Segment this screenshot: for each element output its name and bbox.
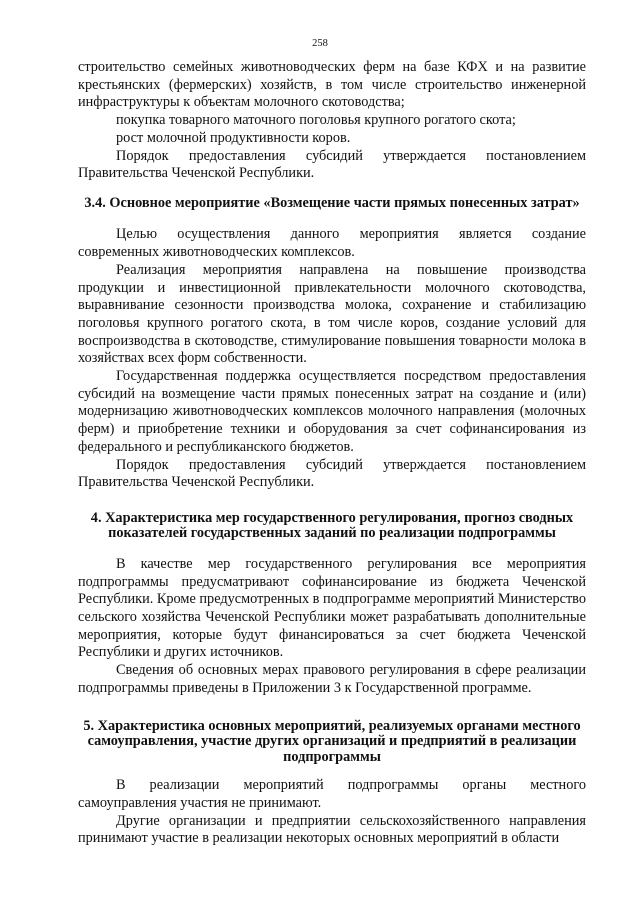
paragraph: Государственная поддержка осуществляется посредством предоставления субсидий на возмещение части прямых понесенных затрат на создание и (или) модернизацию животноводческих комплексов молочного направления (молочных ферм) и приобретение техники и оборудования за счет софинансирования из федерального и республиканского бюджетов. (78, 368, 586, 455)
paragraph: Порядок предоставления субсидий утверждается постановлением Правительства Чеченской Республики. (78, 147, 586, 182)
paragraph: В качестве мер государственного регулирования все мероприятия подпрограммы предусматривают софинансирование из бюджета Чеченской Республики. Кроме предусмотренных в подпрограмме мероприятий Министерство сельского хозяйства Чеченской Республики может разрабатывать дополнительные мероприятия, которые будут финансироваться за счет бюджета Чеченской Республики и других источников. (78, 555, 586, 661)
page-number: 258 (312, 38, 328, 49)
paragraph: Сведения об основных мерах правового регулирования в сфере реализации подпрограммы приведены в Приложении 3 к Государственной программе. (78, 662, 586, 696)
paragraph: Порядок предоставления субсидий утверждается постановлением Правительства Чеченской Республики. (78, 456, 586, 491)
section-heading: 5. Характеристика основных мероприятий, реализуемых органами местного самоуправления, участие других организаций и предприятий в реализации подпрограммы (83, 717, 581, 765)
paragraph: Целью осуществления данного мероприятия является создание современных животноводческих комплексов. (78, 226, 586, 261)
paragraph: строительство семейных животноводческих ферм на базе КФХ и на развитие крестьянских (фермерских) хозяйств, в том числе строительство инженерной инфраструктуры к объектам молочного скотоводства; (78, 59, 586, 111)
document-body (78, 59, 586, 848)
paragraph: В реализации мероприятий подпрограммы органы местного самоуправления участия не принимают. (78, 777, 586, 811)
paragraph: рост молочной продуктивности коров. (116, 129, 351, 146)
section-heading: 3.4. Основное мероприятие «Возмещение части прямых понесенных затрат» (84, 194, 580, 211)
section-heading: 4. Характеристика мер государственного регулирования, прогноз сводных показателей государственных заданий по реализации подпрограммы (90, 509, 574, 542)
paragraph: Реализация мероприятия направлена на повышение производства продукции и инвестиционной привлекательности молочного скотоводства, выравнивание сезонности производства молока, сохранение и стабилизацию поголовья крупного рогатого скота, в том числе коров, создание условий для воспроизводства в скотоводстве, стимулирование повышения товарности молока в хозяйствах всех форм собственности. (78, 261, 586, 367)
paragraph: Другие организации и предприятии сельскохозяйственного направления принимают участие в реализации некоторых основных мероприятий в области (78, 812, 586, 847)
paragraph: покупка товарного маточного поголовья крупного рогатого скота; (116, 112, 516, 129)
